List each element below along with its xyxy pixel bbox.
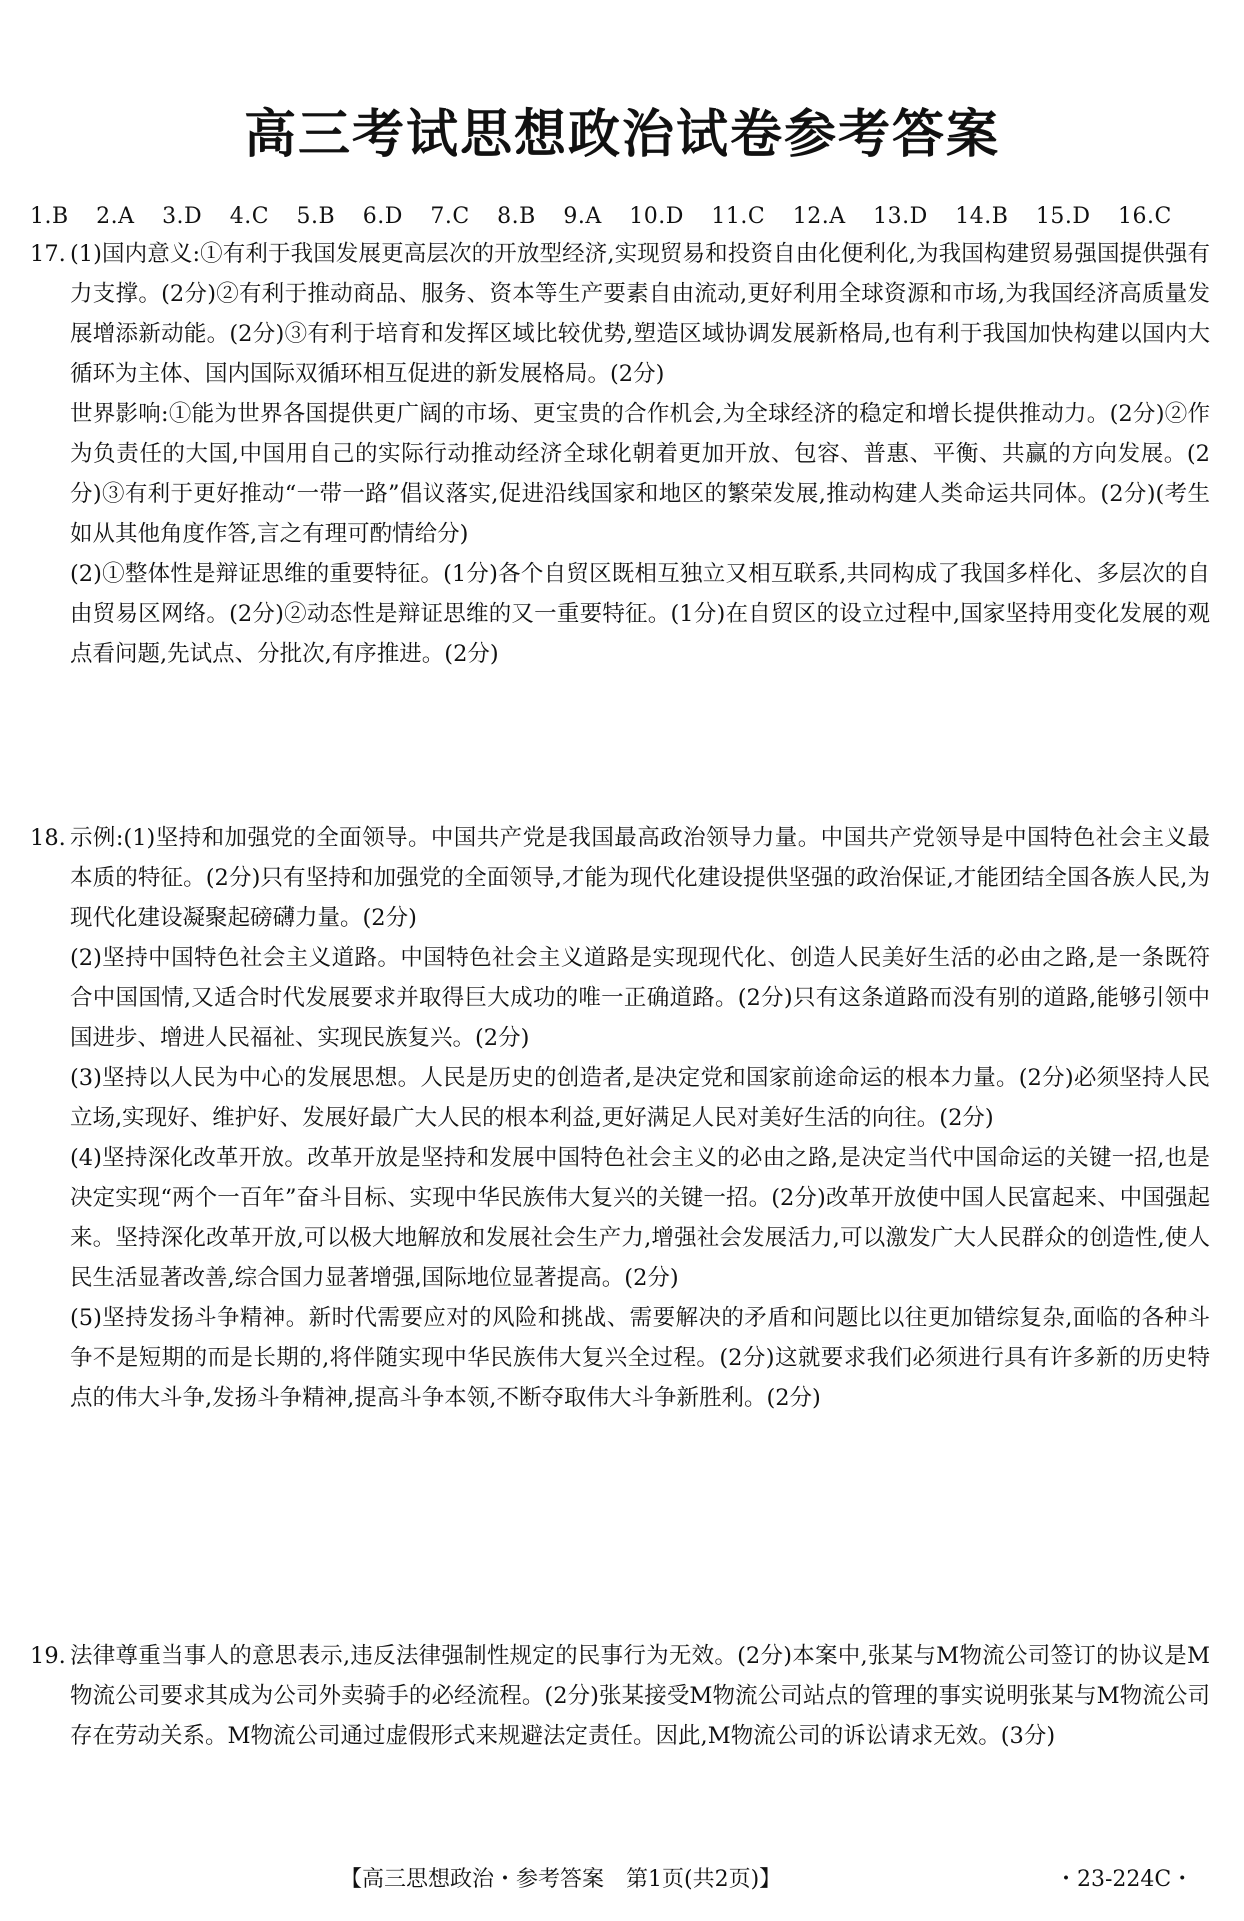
choice-answer: 9.A <box>563 204 602 229</box>
choice-answer: 4.C <box>229 204 270 229</box>
q17-part2: (2)①整体性是辩证思维的重要特征。(1分)各个自贸区既相互独立又相互联系,共同构成了我国多样化、多层次的自由贸易区网络。(2分)②动态性是辩证思维的又一重要特征。(1分)在自贸区的设立过程中,国家坚持用变化发展的观点看问题,先试点、分批次,有序推进。(2分) <box>70 561 1210 667</box>
choice-answer: 10.D <box>629 204 684 229</box>
question-17 <box>30 234 1210 674</box>
q18-point2: (2)坚持中国特色社会主义道路。中国特色社会主义道路是实现现代化、创造人民美好生活的必由之路,是一条既符合中国国情,又适合时代发展要求并取得巨大成功的唯一正确道路。(2分)只有这条道路而没有别的道路,能够引领中国进步、增进人民福祉、实现民族复兴。(2分) <box>70 945 1210 1051</box>
question-number: 19. <box>30 1643 66 1669</box>
q18-point3: (3)坚持以人民为中心的发展思想。人民是历史的创造者,是决定党和国家前途命运的根本力量。(2分)必须坚持人民立场,实现好、维护好、发展好最广大人民的根本利益,更好满足人民对美好生活的向往。(2分) <box>70 1065 1210 1131</box>
choice-answer: 2.A <box>96 204 135 229</box>
choice-answer: 7.C <box>430 204 470 229</box>
choice-answer: 1.B <box>30 204 69 229</box>
footer-code: ・23-224C・ <box>1055 1867 1194 1892</box>
q18-point5: (5)坚持发扬斗争精神。新时代需要应对的风险和挑战、需要解决的矛盾和问题比以往更加错综复杂,面临的各种斗争不是短期的而是长期的,将伴随实现中华民族伟大复兴全过程。(2分)这就要求我们必须进行具有许多新的历史特点的伟大斗争,发扬斗争精神,提高斗争本领,不断夺取伟大斗争新胜利。(2分) <box>70 1305 1210 1411</box>
question-number: 18. <box>30 825 66 851</box>
choice-answer: 3.D <box>162 204 203 229</box>
choice-answer: 14.B <box>955 204 1009 229</box>
q18-point4: (4)坚持深化改革开放。改革开放是坚持和发展中国特色社会主义的必由之路,是决定当代中国命运的关键一招,也是决定实现“两个一百年”奋斗目标、实现中华民族伟大复兴的关键一招。(2分)改革开放使中国人民富起来、中国强起来。坚持深化改革开放,可以极大地解放和发展社会生产力,增强社会发展活力,可以激发广大人民群众的创造性,使人民生活显著改善,综合国力显著增强,国际地位显著提高。(2分) <box>70 1145 1210 1291</box>
q19-answer: 法律尊重当事人的意思表示,违反法律强制性规定的民事行为无效。(2分)本案中,张某与M物流公司签订的协议是M物流公司要求其成为公司外卖骑手的必经流程。(2分)张某接受M物流公司站点的管理的事实说明张某与M物流公司存在劳动关系。M物流公司通过虚假形式来规避法定责任。因此,M物流公司的诉讼请求无效。(3分) <box>70 1643 1210 1749</box>
choice-answer: 12.A <box>792 204 846 229</box>
footer-page-info: 【高三思想政治・参考答案 第1页(共2页)】 <box>340 1867 782 1892</box>
choice-answers <box>30 204 1230 229</box>
choice-answer: 6.D <box>362 204 403 229</box>
q17-part1-world: 世界影响:①能为世界各国提供更广阔的市场、更宝贵的合作机会,为全球经济的稳定和增长提供推动力。(2分)②作为负责任的大国,中国用自己的实际行动推动经济全球化朝着更加开放、包容、普惠、平衡、共赢的方向发展。(2分)③有利于更好推动“一带一路”倡议落实,促进沿线国家和地区的繁荣发展,推动构建人类命运共同体。(2分)(考生如从其他角度作答,言之有理可酌情给分) <box>70 401 1210 547</box>
question-19 <box>30 1636 1210 1756</box>
question-number: 17. <box>30 241 66 267</box>
choice-answer: 5.B <box>296 204 336 229</box>
q18-point1: 示例:(1)坚持和加强党的全面领导。中国共产党是我国最高政治领导力量。中国共产党领导是中国特色社会主义最本质的特征。(2分)只有坚持和加强党的全面领导,才能为现代化建设提供坚强的政治保证,才能团结全国各族人民,为现代化建设凝聚起磅礴力量。(2分) <box>70 825 1210 931</box>
page-title: 高三考试思想政治试卷参考答案 <box>243 105 1000 165</box>
q17-part1-domestic: (1)国内意义:①有利于我国发展更高层次的开放型经济,实现贸易和投资自由化便利化,为我国构建贸易强国提供强有力支撑。(2分)②有利于推动商品、服务、资本等生产要素自由流动,更好利用全球资源和市场,为我国经济高质量发展增添新动能。(2分)③有利于培育和发挥区域比较优势,塑造区域协调发展新格局,也有利于我国加快构建以国内大循环为主体、国内国际双循环相互促进的新发展格局。(2分) <box>70 241 1210 387</box>
choice-answer: 11.C <box>711 204 766 229</box>
choice-answer: 8.B <box>497 204 536 229</box>
choice-answer: 15.D <box>1035 204 1091 229</box>
choice-answer: 13.D <box>873 204 928 229</box>
question-18 <box>30 818 1210 1418</box>
choice-answer: 16.C <box>1118 204 1172 229</box>
